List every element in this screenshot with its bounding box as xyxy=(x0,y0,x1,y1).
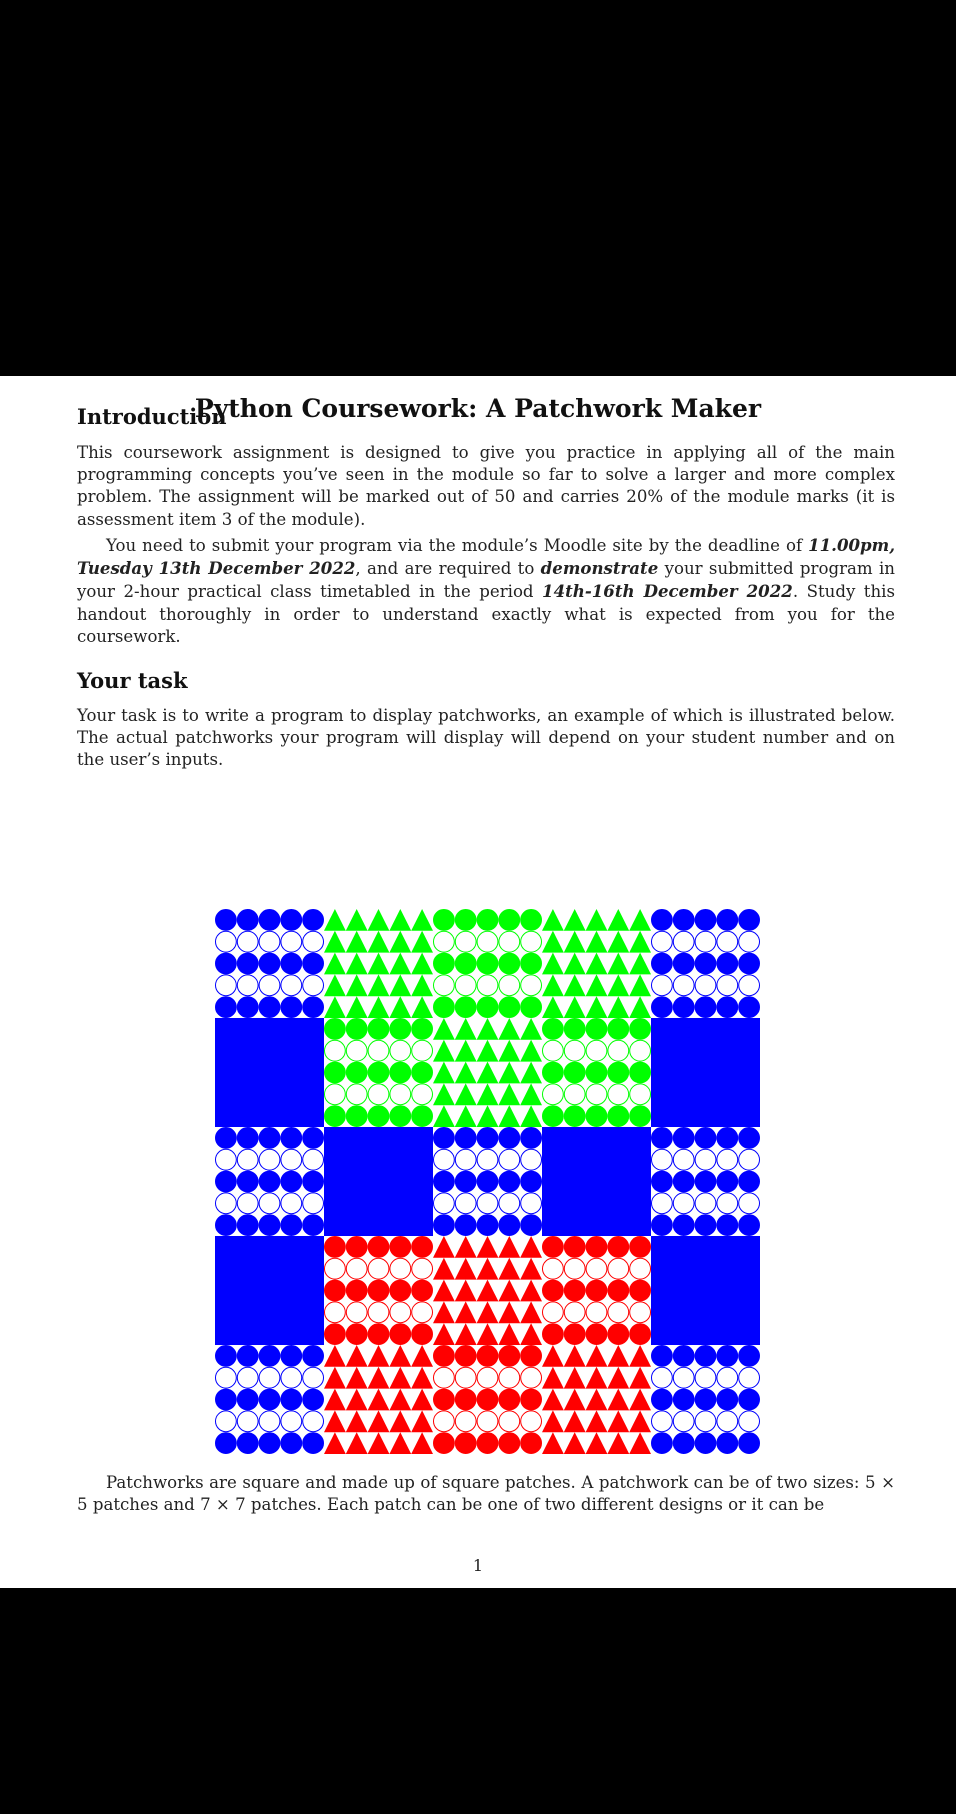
page-title: Python Coursework: A Patchwork Maker xyxy=(194,394,762,423)
patch-1-2-triangles-green xyxy=(324,909,433,1018)
patch-5-1-circles-blue xyxy=(215,1345,324,1454)
intro-heading: Introduction xyxy=(77,404,227,429)
patch-2-2-circles-green xyxy=(324,1018,433,1127)
task-heading: Your task xyxy=(77,668,188,693)
patch-5-5-circles-blue xyxy=(651,1345,760,1454)
patch-4-3-triangles-red xyxy=(433,1236,542,1345)
patch-2-4-circles-green xyxy=(542,1018,651,1127)
patch-3-4-solid-blue xyxy=(542,1127,651,1236)
patch-4-2-circles-red xyxy=(324,1236,433,1345)
patch-4-4-circles-red xyxy=(542,1236,651,1345)
patch-1-5-circles-blue xyxy=(651,909,760,1018)
intro-paragraph-2: You need to submit your program via the module’s Moodle site by the deadline of 11.00pm, Tuesday 13th December 2022, and are required to demonstrate your submitted program in your 2-hour practical class timetabled in the period 14th-16th December 2022. Study this handout thoroughly in order to understand exactly what is expected from you for the coursework. xyxy=(77,535,895,646)
page-number: 1 xyxy=(472,1556,484,1575)
patch-5-3-circles-red xyxy=(433,1345,542,1454)
task-paragraph-2: Patchworks are square and made up of square patches. A patchwork can be of two sizes: 5 × 5 patches and 7 × 7 patches. Each patch can be one of two different designs or it can be xyxy=(77,1473,895,1515)
intro-paragraph-1: This coursework assignment is designed to give you practice in applying all of the main programming concepts you’ve seen in the module so far to solve a larger and more complex problem. The assignment will be marked out of 50 and carries 20% of the module marks (it is assessment item 3 of the module). xyxy=(77,443,895,529)
patch-1-3-circles-green xyxy=(433,909,542,1018)
patch-3-1-circles-blue xyxy=(215,1127,324,1236)
demo-period-text: 14th-16th December 2022 xyxy=(542,581,793,602)
patch-3-2-solid-blue xyxy=(324,1127,433,1236)
patch-2-5-solid-blue xyxy=(651,1018,760,1127)
patch-4-1-solid-blue xyxy=(215,1236,324,1345)
deadline-text: 11.00pm, Tuesday 13th December 2022 xyxy=(77,535,895,579)
patch-5-4-triangles-red xyxy=(542,1345,651,1454)
demonstrate-text: demonstrate xyxy=(540,558,659,579)
document-page xyxy=(0,376,956,1588)
patch-3-5-circles-blue xyxy=(651,1127,760,1236)
patchwork-illustration xyxy=(215,909,760,1454)
patch-5-2-triangles-red xyxy=(324,1345,433,1454)
patch-2-3-triangles-green xyxy=(433,1018,542,1127)
patch-2-1-solid-blue xyxy=(215,1018,324,1127)
task-paragraph-1: Your task is to write a program to display patchworks, an example of which is illustrated below. The actual patchworks your program will display will depend on your student number and on the user’s inputs. xyxy=(77,706,895,770)
patch-1-1-circles-blue xyxy=(215,909,324,1018)
patch-1-4-triangles-green xyxy=(542,909,651,1018)
patch-3-3-circles-blue xyxy=(433,1127,542,1236)
patch-4-5-solid-blue xyxy=(651,1236,760,1345)
